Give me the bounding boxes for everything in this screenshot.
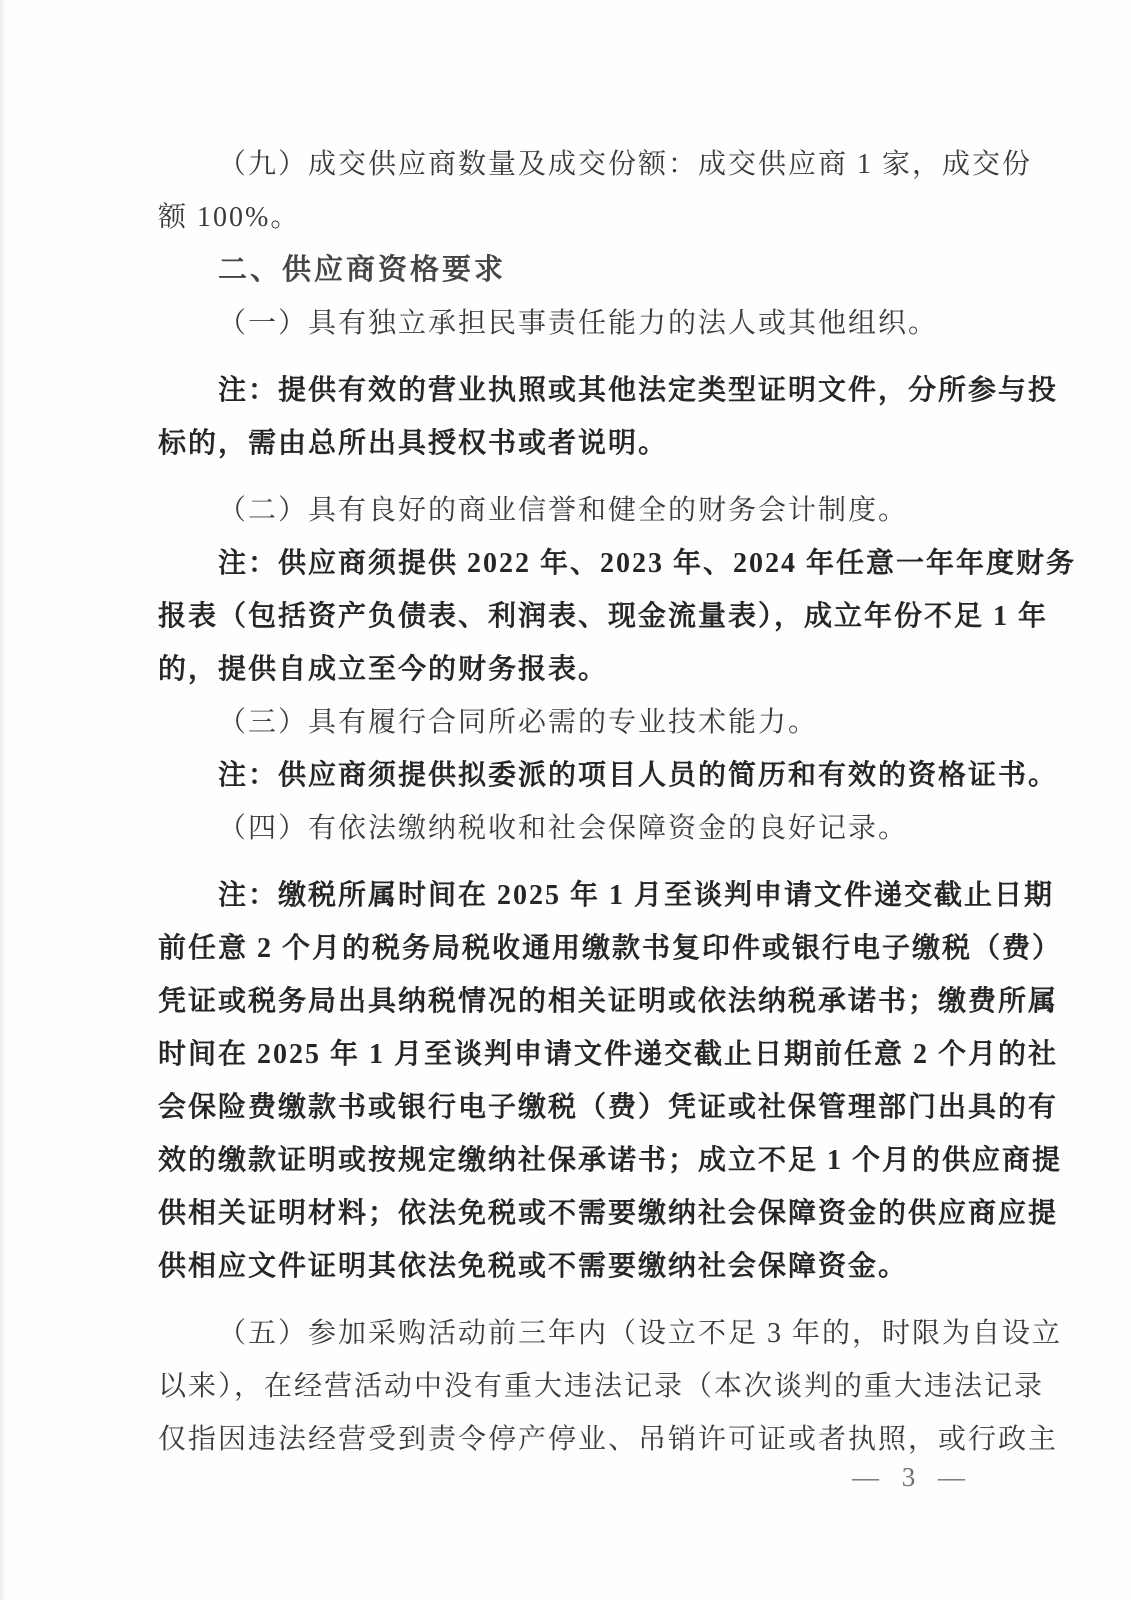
text-line: （三）具有履行合同所必需的专业技术能力。 — [218, 707, 819, 738]
page-footer — [852, 1462, 973, 1493]
text-line: 时间在 2025 年 1 月至谈判申请文件递交截止日期前任意 2 个月的社 — [158, 1039, 1059, 1070]
text-line: （二）具有良好的商业信誉和健全的财务会计制度。 — [218, 495, 909, 526]
text-line: （四）有依法缴纳税收和社会保障资金的良好记录。 — [218, 813, 909, 844]
text-line: 注：缴税所属时间在 2025 年 1 月至谈判申请文件递交截止日期 — [218, 880, 1055, 911]
text-line: 注：提供有效的营业执照或其他法定类型证明文件，分所参与投 — [218, 375, 1059, 406]
text-line: 的，提供自成立至今的财务报表。 — [158, 654, 609, 685]
text-line: 标的，需由总所出具授权书或者说明。 — [158, 428, 669, 459]
text-line: 效的缴款证明或按规定缴纳社保承诺书；成立不足 1 个月的供应商提 — [158, 1145, 1063, 1176]
scan-edge-artifact — [0, 0, 6, 1600]
text-line: （九）成交供应商数量及成交份额：成交供应商 1 家，成交份 — [218, 149, 1033, 180]
section-heading: 二、供应商资格要求 — [218, 254, 507, 286]
text-line: 凭证或税务局出具纳税情况的相关证明或依法纳税承诺书；缴费所属 — [158, 986, 1059, 1017]
text-line: 仅指因违法经营受到责令停产停业、吊销许可证或者执照，或行政主 — [158, 1424, 1059, 1455]
text-line: 注：供应商须提供拟委派的项目人员的简历和有效的资格证书。 — [218, 760, 1059, 791]
text-line: （一）具有独立承担民事责任能力的法人或其他组织。 — [218, 308, 939, 339]
text-line: 报表（包括资产负债表、利润表、现金流量表），成立年份不足 1 年 — [158, 601, 1049, 632]
text-line: 供相应文件证明其依法免税或不需要缴纳社会保障资金。 — [158, 1251, 909, 1282]
document-content — [158, 138, 1077, 1466]
text-line: 以来），在经营活动中没有重大违法记录（本次谈判的重大违法记录 — [158, 1371, 1045, 1402]
text-line: 会保险费缴款书或银行电子缴税（费）凭证或社保管理部门出具的有 — [158, 1092, 1059, 1123]
text-line: （五）参加采购活动前三年内（设立不足 3 年的，时限为自设立 — [218, 1318, 1063, 1349]
page-number: — 3 — — [852, 1462, 973, 1492]
text-line: 前任意 2 个月的税务局税收通用缴款书复印件或银行电子缴税（费） — [158, 933, 1063, 964]
text-line: 供相关证明材料；依法免税或不需要缴纳社会保障资金的供应商应提 — [158, 1198, 1059, 1229]
text-line: 注：供应商须提供 2022 年、2023 年、2024 年任意一年年度财务 — [218, 548, 1077, 579]
text-line: 额 100%。 — [158, 202, 301, 233]
